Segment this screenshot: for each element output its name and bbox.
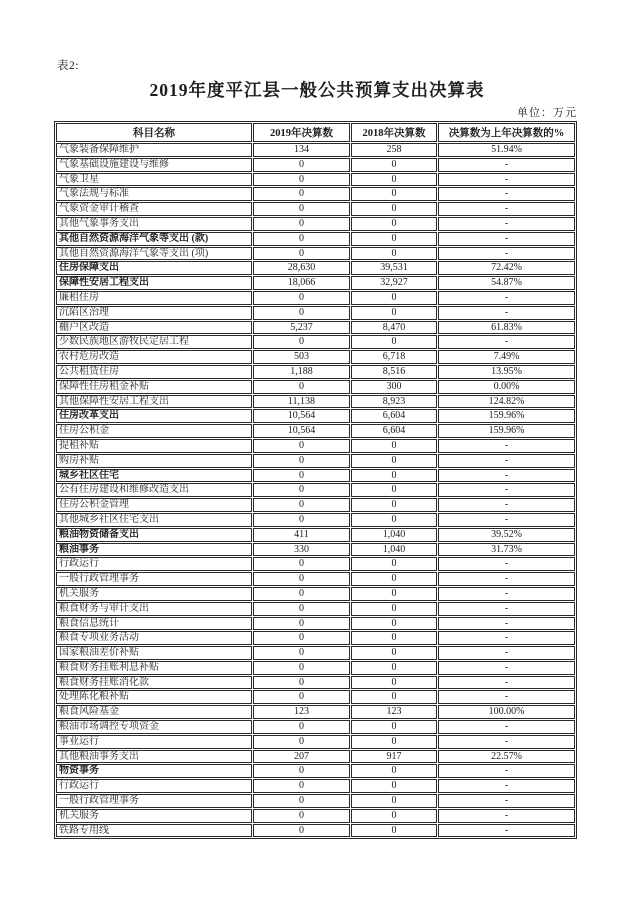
table-row (56, 690, 575, 704)
percent-cell: 13.95% (438, 365, 575, 379)
value-2018-cell: 0 (351, 483, 437, 497)
value-2019-cell: 0 (253, 779, 350, 793)
value-2018-cell: 6,604 (351, 424, 437, 438)
table-row (56, 543, 575, 557)
value-2019-cell: 0 (253, 690, 350, 704)
subject-name-cell: 气象法规与标准 (56, 187, 252, 201)
table-row (56, 291, 575, 305)
value-2018-cell: 0 (351, 469, 437, 483)
value-2019-cell: 0 (253, 809, 350, 823)
value-2019-cell: 1,188 (253, 365, 350, 379)
percent-cell: - (438, 690, 575, 704)
value-2019-cell: 0 (253, 587, 350, 601)
value-2018-cell: 8,516 (351, 365, 437, 379)
percent-cell: 61.83% (438, 321, 575, 335)
percent-cell: - (438, 173, 575, 187)
subject-name-cell: 一般行政管理事务 (56, 794, 252, 808)
value-2018-cell: 0 (351, 690, 437, 704)
value-2019-cell: 134 (253, 143, 350, 157)
percent-cell: - (438, 439, 575, 453)
value-2018-cell: 0 (351, 202, 437, 216)
table-row (56, 631, 575, 645)
percent-cell: 159.96% (438, 424, 575, 438)
table-row (56, 173, 575, 187)
subject-name-cell: 粮食财务挂账利息补贴 (56, 661, 252, 675)
value-2018-cell: 0 (351, 557, 437, 571)
value-2019-cell: 0 (253, 217, 350, 231)
value-2019-cell: 0 (253, 306, 350, 320)
subject-name-cell: 国家粮油差价补贴 (56, 646, 252, 660)
value-2019-cell: 0 (253, 483, 350, 497)
subject-name-cell: 处理陈化粮补贴 (56, 690, 252, 704)
value-2018-cell: 8,470 (351, 321, 437, 335)
value-2019-cell: 0 (253, 661, 350, 675)
value-2018-cell: 6,604 (351, 409, 437, 423)
subject-name-cell: 行政运行 (56, 557, 252, 571)
percent-cell: 7.49% (438, 350, 575, 364)
subject-name-cell: 气象基础设施建设与维修 (56, 158, 252, 172)
value-2019-cell: 0 (253, 187, 350, 201)
subject-name-cell: 住房改革支出 (56, 409, 252, 423)
subject-name-cell: 气象资金审计稽查 (56, 202, 252, 216)
table-row (56, 454, 575, 468)
budget-table-body (56, 143, 575, 837)
table-row (56, 187, 575, 201)
table-row (56, 809, 575, 823)
table-row (56, 469, 575, 483)
table-row (56, 350, 575, 364)
subject-name-cell: 事业运行 (56, 735, 252, 749)
value-2019-cell: 10,564 (253, 409, 350, 423)
table-row (56, 424, 575, 438)
value-2018-cell: 0 (351, 587, 437, 601)
percent-cell: - (438, 335, 575, 349)
value-2019-cell: 28,630 (253, 261, 350, 275)
table-row (56, 720, 575, 734)
percent-cell: - (438, 602, 575, 616)
percent-cell: - (438, 617, 575, 631)
value-2019-cell: 123 (253, 705, 350, 719)
percent-cell: - (438, 646, 575, 660)
value-2018-cell: 0 (351, 779, 437, 793)
subject-name-cell: 住房保障支出 (56, 261, 252, 275)
value-2019-cell: 0 (253, 676, 350, 690)
value-2019-cell: 0 (253, 158, 350, 172)
value-2018-cell: 1,040 (351, 528, 437, 542)
value-2019-cell: 0 (253, 557, 350, 571)
subject-name-cell: 粮油市场调控专项资金 (56, 720, 252, 734)
table-row (56, 513, 575, 527)
value-2019-cell: 10,564 (253, 424, 350, 438)
table-row (56, 409, 575, 423)
value-2018-cell: 0 (351, 572, 437, 586)
value-2018-cell: 0 (351, 676, 437, 690)
value-2019-cell: 0 (253, 602, 350, 616)
subject-name-cell: 粮油物资储备支出 (56, 528, 252, 542)
value-2018-cell: 0 (351, 173, 437, 187)
table-row (56, 306, 575, 320)
percent-cell: 100.00% (438, 705, 575, 719)
percent-cell: - (438, 306, 575, 320)
percent-cell: - (438, 824, 575, 838)
value-2018-cell: 0 (351, 513, 437, 527)
percent-cell: - (438, 661, 575, 675)
value-2019-cell: 207 (253, 750, 350, 764)
table-row (56, 158, 575, 172)
value-2018-cell: 0 (351, 187, 437, 201)
table-row (56, 661, 575, 675)
value-2018-cell: 1,040 (351, 543, 437, 557)
table-row (56, 557, 575, 571)
value-2019-cell: 0 (253, 380, 350, 394)
subject-name-cell: 铁路专用线 (56, 824, 252, 838)
value-2019-cell: 503 (253, 350, 350, 364)
value-2019-cell: 0 (253, 572, 350, 586)
value-2018-cell: 0 (351, 217, 437, 231)
table-row (56, 528, 575, 542)
subject-name-cell: 住房公积金 (56, 424, 252, 438)
value-2019-cell: 11,138 (253, 395, 350, 409)
table-row (56, 572, 575, 586)
value-2018-cell: 0 (351, 602, 437, 616)
value-2018-cell: 258 (351, 143, 437, 157)
percent-cell: - (438, 809, 575, 823)
value-2019-cell: 0 (253, 335, 350, 349)
column-header-percent: 决算数为上年决算数的% (438, 123, 575, 142)
percent-cell: - (438, 483, 575, 497)
column-header-subject: 科目名称 (56, 123, 252, 142)
value-2019-cell: 0 (253, 735, 350, 749)
table-row (56, 750, 575, 764)
percent-cell: - (438, 247, 575, 261)
percent-cell: 159.96% (438, 409, 575, 423)
percent-cell: - (438, 720, 575, 734)
percent-cell: - (438, 498, 575, 512)
unit-note: 单位：万元 (517, 107, 577, 119)
table-row (56, 735, 575, 749)
value-2019-cell: 0 (253, 617, 350, 631)
percent-cell: 39.52% (438, 528, 575, 542)
value-2019-cell: 0 (253, 439, 350, 453)
percent-cell: - (438, 557, 575, 571)
value-2018-cell: 0 (351, 247, 437, 261)
table-number-label: 表2: (57, 60, 79, 72)
subject-name-cell: 廉租住房 (56, 291, 252, 305)
subject-name-cell: 保障性安居工程支出 (56, 276, 252, 290)
subject-name-cell: 公共租赁住房 (56, 365, 252, 379)
percent-cell: - (438, 794, 575, 808)
subject-name-cell: 粮食财务与审计支出 (56, 602, 252, 616)
value-2018-cell: 0 (351, 631, 437, 645)
subject-name-cell: 沉陷区治理 (56, 306, 252, 320)
value-2019-cell: 0 (253, 513, 350, 527)
value-2019-cell: 0 (253, 646, 350, 660)
value-2018-cell: 0 (351, 454, 437, 468)
value-2018-cell: 0 (351, 661, 437, 675)
value-2018-cell: 32,927 (351, 276, 437, 290)
value-2018-cell: 39,531 (351, 261, 437, 275)
table-row (56, 365, 575, 379)
budget-table (54, 121, 577, 839)
percent-cell: 54.87% (438, 276, 575, 290)
table-row (56, 335, 575, 349)
table-header-row (56, 123, 575, 142)
value-2019-cell: 0 (253, 764, 350, 778)
table-row (56, 143, 575, 157)
table-row (56, 395, 575, 409)
subject-name-cell: 其他粮油事务支出 (56, 750, 252, 764)
subject-name-cell: 公有住房建设和维修改造支出 (56, 483, 252, 497)
subject-name-cell: 棚户区改造 (56, 321, 252, 335)
percent-cell: 124.82% (438, 395, 575, 409)
table-row (56, 764, 575, 778)
subject-name-cell: 粮食专项业务活动 (56, 631, 252, 645)
percent-cell: - (438, 676, 575, 690)
subject-name-cell: 提租补贴 (56, 439, 252, 453)
table-row (56, 705, 575, 719)
value-2019-cell: 5,237 (253, 321, 350, 335)
percent-cell: - (438, 735, 575, 749)
subject-name-cell: 粮食风险基金 (56, 705, 252, 719)
value-2018-cell: 0 (351, 720, 437, 734)
table-row (56, 261, 575, 275)
percent-cell: 31.73% (438, 543, 575, 557)
value-2019-cell: 0 (253, 824, 350, 838)
value-2018-cell: 123 (351, 705, 437, 719)
subject-name-cell: 农村危房改造 (56, 350, 252, 364)
value-2018-cell: 0 (351, 306, 437, 320)
value-2018-cell: 0 (351, 824, 437, 838)
percent-cell: - (438, 232, 575, 246)
value-2018-cell: 917 (351, 750, 437, 764)
percent-cell: - (438, 587, 575, 601)
subject-name-cell: 少数民族地区游牧民定居工程 (56, 335, 252, 349)
subject-name-cell: 住房公积金管理 (56, 498, 252, 512)
value-2019-cell: 411 (253, 528, 350, 542)
table-row (56, 483, 575, 497)
value-2018-cell: 0 (351, 617, 437, 631)
value-2019-cell: 0 (253, 202, 350, 216)
value-2019-cell: 0 (253, 498, 350, 512)
value-2019-cell: 0 (253, 291, 350, 305)
subject-name-cell: 气象卫星 (56, 173, 252, 187)
value-2018-cell: 0 (351, 764, 437, 778)
table-row (56, 321, 575, 335)
percent-cell: 0.00% (438, 380, 575, 394)
table-row (56, 247, 575, 261)
page-title: 2019年度平江县一般公共预算支出决算表 (149, 80, 485, 100)
percent-cell: - (438, 764, 575, 778)
subject-name-cell: 气象装备保障维护 (56, 143, 252, 157)
table-row (56, 794, 575, 808)
value-2018-cell: 0 (351, 335, 437, 349)
table-row (56, 439, 575, 453)
value-2019-cell: 0 (253, 794, 350, 808)
percent-cell: - (438, 631, 575, 645)
subject-name-cell: 保障性住房租金补贴 (56, 380, 252, 394)
value-2019-cell: 0 (253, 454, 350, 468)
table-row (56, 617, 575, 631)
value-2018-cell: 0 (351, 158, 437, 172)
value-2019-cell: 0 (253, 173, 350, 187)
table-row (56, 202, 575, 216)
value-2019-cell: 0 (253, 232, 350, 246)
value-2018-cell: 0 (351, 232, 437, 246)
table-row (56, 232, 575, 246)
column-header-2018: 2018年决算数 (351, 123, 437, 142)
table-row (56, 646, 575, 660)
subject-name-cell: 一般行政管理事务 (56, 572, 252, 586)
percent-cell: - (438, 158, 575, 172)
subject-name-cell: 其他城乡社区住宅支出 (56, 513, 252, 527)
percent-cell: 51.94% (438, 143, 575, 157)
percent-cell: 22.57% (438, 750, 575, 764)
subject-name-cell: 其他自然资源海洋气象等支出 (款) (56, 232, 252, 246)
value-2019-cell: 330 (253, 543, 350, 557)
value-2019-cell: 0 (253, 247, 350, 261)
table-row (56, 276, 575, 290)
percent-cell: - (438, 513, 575, 527)
value-2018-cell: 8,923 (351, 395, 437, 409)
table-row (56, 380, 575, 394)
value-2019-cell: 0 (253, 469, 350, 483)
value-2018-cell: 300 (351, 380, 437, 394)
table-row (56, 602, 575, 616)
subject-name-cell: 物资事务 (56, 764, 252, 778)
value-2018-cell: 0 (351, 498, 437, 512)
value-2019-cell: 0 (253, 720, 350, 734)
percent-cell: - (438, 217, 575, 231)
value-2019-cell: 18,066 (253, 276, 350, 290)
table-row (56, 498, 575, 512)
subject-name-cell: 机关服务 (56, 587, 252, 601)
subject-name-cell: 行政运行 (56, 779, 252, 793)
value-2018-cell: 6,718 (351, 350, 437, 364)
table-row (56, 824, 575, 838)
subject-name-cell: 其他气象事务支出 (56, 217, 252, 231)
subject-name-cell: 粮食财务挂账消化款 (56, 676, 252, 690)
value-2018-cell: 0 (351, 735, 437, 749)
percent-cell: - (438, 779, 575, 793)
value-2018-cell: 0 (351, 646, 437, 660)
subject-name-cell: 城乡社区住宅 (56, 469, 252, 483)
percent-cell: - (438, 469, 575, 483)
table-row (56, 676, 575, 690)
percent-cell: - (438, 454, 575, 468)
table-row (56, 217, 575, 231)
subject-name-cell: 粮油事务 (56, 543, 252, 557)
percent-cell: - (438, 291, 575, 305)
subject-name-cell: 粮食信息统计 (56, 617, 252, 631)
value-2018-cell: 0 (351, 291, 437, 305)
value-2019-cell: 0 (253, 631, 350, 645)
subject-name-cell: 购房补贴 (56, 454, 252, 468)
column-header-2019: 2019年决算数 (253, 123, 350, 142)
subject-name-cell: 其他自然资源海洋气象等支出 (项) (56, 247, 252, 261)
percent-cell: - (438, 572, 575, 586)
percent-cell: - (438, 202, 575, 216)
value-2018-cell: 0 (351, 794, 437, 808)
table-row (56, 587, 575, 601)
value-2018-cell: 0 (351, 809, 437, 823)
subject-name-cell: 其他保障性安居工程支出 (56, 395, 252, 409)
table-row (56, 779, 575, 793)
value-2018-cell: 0 (351, 439, 437, 453)
percent-cell: 72.42% (438, 261, 575, 275)
subject-name-cell: 机关服务 (56, 809, 252, 823)
percent-cell: - (438, 187, 575, 201)
